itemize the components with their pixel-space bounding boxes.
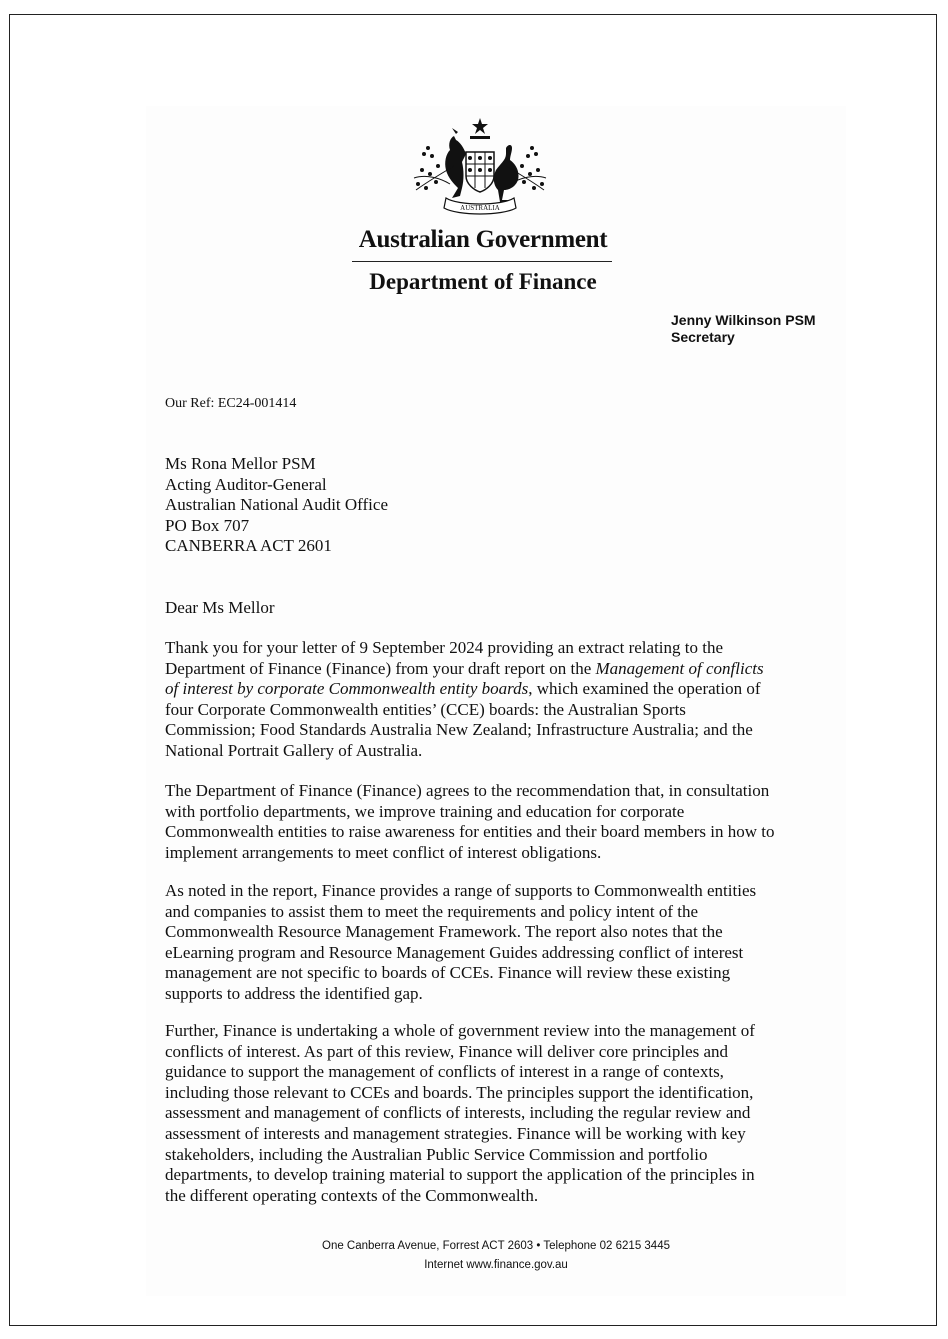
paragraph-text: , which examined the operation of: [528, 679, 761, 699]
paragraph-line: Commission; Food Standards Australia New Zealand; Infrastructure Australia; and the: [165, 720, 753, 740]
paragraph-line: Commonwealth entities to raise awareness for entities and their board members in how to: [165, 822, 775, 842]
department-title: Department of Finance: [369, 269, 597, 294]
paragraph-line: management are not specific to boards of CCEs. Finance will review these existing: [165, 963, 731, 983]
paragraph-1: [165, 638, 764, 762]
paragraph-2: [165, 781, 774, 863]
government-title: Australian Government: [358, 226, 608, 253]
letterhead-divider: [352, 261, 612, 262]
signatory-title: Secretary: [671, 329, 735, 345]
address-line: Acting Auditor-General: [165, 474, 327, 494]
paragraph-line: National Portrait Gallery of Australia.: [165, 740, 423, 760]
paragraph-line: with portfolio departments, we improve training and education for corporate: [165, 801, 685, 821]
paragraph-line: four Corporate Commonwealth entities’ (CCE) boards: the Australian Sports: [165, 699, 686, 719]
paragraph-line: Thank you for your letter of 9 September 2024 providing an extract relating to the: [165, 638, 724, 657]
coat-of-arms-icon: [410, 114, 550, 220]
paragraph-line: eLearning program and Resource Management Guides addressing conflict of interest: [165, 942, 744, 962]
address-line: PO Box 707: [165, 515, 250, 535]
paragraph-line: Further, Finance is undertaking a whole of government review into the management of: [165, 1021, 755, 1040]
address-line: Australian National Audit Office: [165, 495, 388, 515]
crest-motto: AUSTRALIA: [460, 204, 500, 212]
paragraph-3: [165, 881, 756, 1005]
footer-website: Internet www.finance.gov.au: [424, 1259, 568, 1271]
report-title-italic: Management of conflicts: [595, 658, 764, 678]
salutation: Dear Ms Mellor: [165, 598, 275, 617]
paragraph-line: As noted in the report, Finance provides a range of supports to Commonwealth entities: [165, 881, 757, 900]
signatory-block: [671, 312, 816, 346]
paragraph-line: [165, 679, 764, 700]
paragraph-line: and companies to assist them to meet the requirements and policy intent of the: [165, 901, 699, 921]
paragraph-line: the different operating contexts of the Commonwealth.: [165, 1185, 539, 1205]
paragraph-line: conflicts of interest. As part of this review, Finance will deliver core principles and: [165, 1041, 729, 1061]
paragraph-line: guidance to support the management of conflicts of interest in a range of contexts,: [165, 1062, 724, 1082]
reference-number: Our Ref: EC24-001414: [165, 396, 297, 411]
footer-address: One Canberra Avenue, Forrest ACT 2603 • Telephone 02 6215 3445: [322, 1240, 670, 1252]
report-title-italic: of interest by corporate Commonwealth entity boards: [165, 679, 529, 699]
signatory-name: Jenny Wilkinson PSM: [671, 312, 816, 328]
paragraph-line: The Department of Finance (Finance) agrees to the recommendation that, in consultation: [165, 781, 770, 800]
paragraph-line: supports to address the identified gap.: [165, 983, 423, 1003]
paragraph-line: including those relevant to CCEs and boards. The principles support the identification,: [165, 1082, 754, 1102]
paragraph-line: [165, 659, 764, 680]
address-line: Ms Rona Mellor PSM: [165, 454, 316, 473]
paragraph-line: Commonwealth Resource Management Framework. The report also notes that the: [165, 922, 723, 942]
paragraph-line: stakeholders, including the Australian Public Service Commission and portfolio: [165, 1144, 708, 1164]
recipient-address: [165, 454, 388, 557]
paragraph-line: assessment and management of conflicts of interests, including the regular review and: [165, 1103, 751, 1123]
paragraph-line: departments, to develop training material to support the application of the principles in: [165, 1165, 755, 1185]
paragraph-text: Department of Finance (Finance) from your draft report on the: [165, 658, 596, 678]
paragraph-line: implement arrangements to meet conflict of interest obligations.: [165, 842, 602, 862]
paragraph-4: [165, 1021, 755, 1206]
address-line: CANBERRA ACT 2601: [165, 536, 332, 556]
paragraph-line: assessment of interests and management strategies. Finance will be working with key: [165, 1123, 746, 1143]
